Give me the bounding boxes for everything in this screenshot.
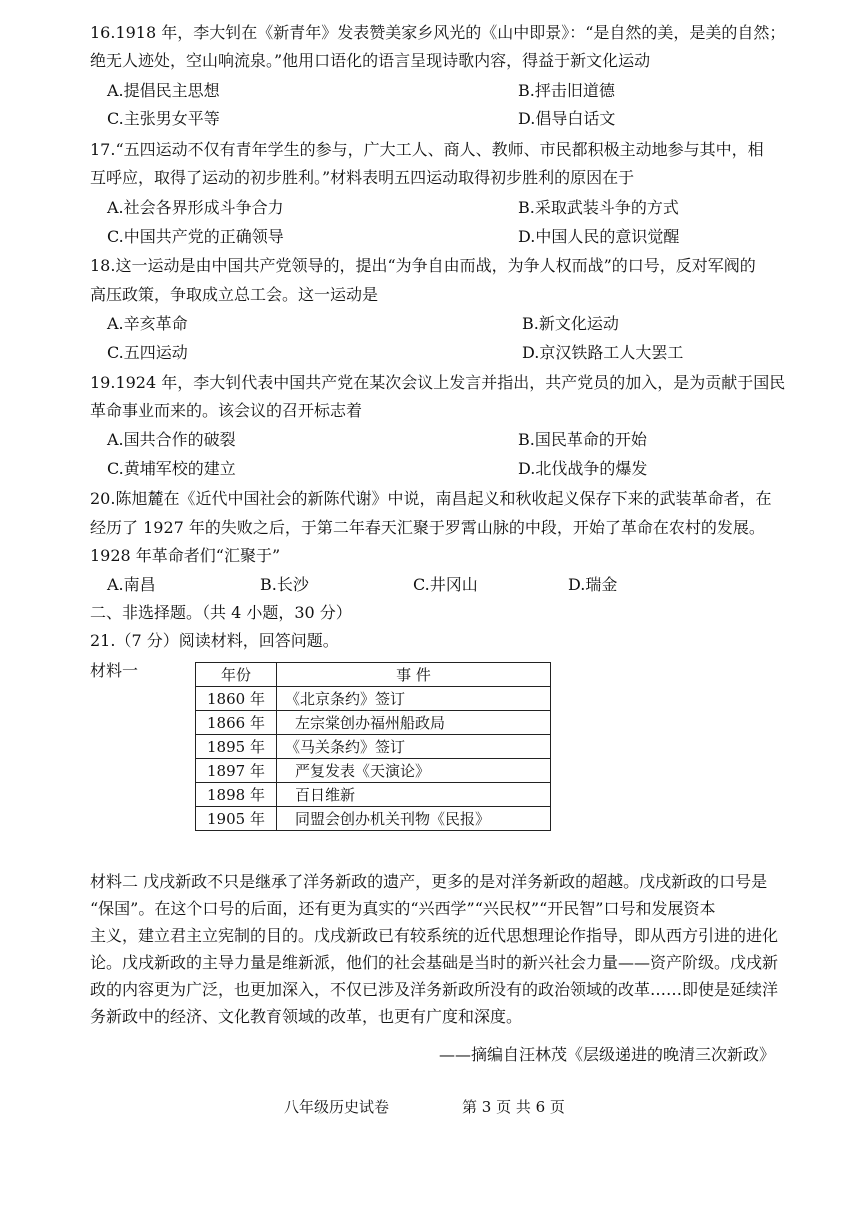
q19-option-c: C.黄埔军校的建立 xyxy=(107,459,236,478)
row-year: 1860 年 xyxy=(196,687,277,711)
q17-stem-line1: 17.“五四运动不仅有青年学生的参与，广大工人、商人、教师、市民都积极主动地参与其中，相 xyxy=(90,140,764,159)
q19-option-a: A.国共合作的破裂 xyxy=(107,430,236,449)
q16-stem-line2: 绝无人迹处，空山响流泉。”他用口语化的语言呈现诗歌内容，得益于新文化运动 xyxy=(90,51,651,70)
row-event: 严复发表《天演论》 xyxy=(277,759,551,783)
q18-option-d: D.京汉铁路工人大罢工 xyxy=(522,343,684,362)
q18-option-b: B.新文化运动 xyxy=(522,314,619,333)
q21-heading: 21.（7 分）阅读材料，回答问题。 xyxy=(90,631,339,650)
q17-option-d: D.中国人民的意识觉醒 xyxy=(518,227,680,246)
table-header-row xyxy=(196,663,551,687)
row-event: 同盟会创办机关刊物《民报》 xyxy=(277,807,551,831)
material2-line6: 务新政中的经济、文化教育领域的改革，也更有广度和深度。 xyxy=(90,1007,523,1026)
q20-option-c: C.井冈山 xyxy=(413,575,478,594)
q19-stem-line2: 革命事业而来的。该会议的召开标志着 xyxy=(90,401,363,420)
row-year: 1866 年 xyxy=(196,711,277,735)
row-event: 左宗棠创办福州船政局 xyxy=(277,711,551,735)
row-event: 百日维新 xyxy=(277,783,551,807)
q19-option-d: D.北伐战争的爆发 xyxy=(518,459,648,478)
q16-option-c: C.主张男女平等 xyxy=(107,109,220,128)
header-year: 年份 xyxy=(196,663,277,687)
q20-stem-line3: 1928 年革命者们“汇聚于” xyxy=(90,546,281,565)
material2-line1: 材料二 戊戌新政不只是继承了洋务新政的遗产，更多的是对洋务新政的超越。戊戌新政的口号是 xyxy=(90,872,768,891)
q18-option-c: C.五四运动 xyxy=(107,343,188,362)
table-row xyxy=(196,711,551,735)
header-event: 事 件 xyxy=(277,663,551,687)
events-table xyxy=(195,662,551,831)
q17-option-b: B.采取武装斗争的方式 xyxy=(518,198,679,217)
table-row xyxy=(196,735,551,759)
q20-option-d: D.瑞金 xyxy=(568,575,618,594)
q17-option-c: C.中国共产党的正确领导 xyxy=(107,227,284,246)
q20-option-a: A.南昌 xyxy=(107,575,156,594)
row-year: 1898 年 xyxy=(196,783,277,807)
q17-stem-line2: 互呼应，取得了运动的初步胜利。”材料表明五四运动取得初步胜利的原因在于 xyxy=(90,168,635,187)
q16-stem-line1: 16.1918 年，李大钊在《新青年》发表赞美家乡风光的《山中即景》：“是自然的美，是美的自然； xyxy=(90,23,786,42)
row-year: 1895 年 xyxy=(196,735,277,759)
material1-label: 材料一 xyxy=(90,661,139,680)
table-row xyxy=(196,783,551,807)
q19-stem-line1: 19.1924 年，李大钊代表中国共产党在某次会议上发言并指出，共产党员的加入，是为贡献于国民 xyxy=(90,373,786,392)
q18-option-a: A.辛亥革命 xyxy=(107,314,188,333)
material2-line4: 论。戊戌新政的主导力量是维新派，他们的社会基础是当时的新兴社会力量——资产阶级。戊戌新 xyxy=(90,953,779,972)
q16-option-b: B.抨击旧道德 xyxy=(518,81,615,100)
q17-option-a: A.社会各界形成斗争合力 xyxy=(107,198,284,217)
q16-option-a: A.提倡民主思想 xyxy=(107,81,220,100)
material2-line2: “保国”。在这个口号的后面，还有更为真实的“兴西学”“兴民权”“开民智”口号和发展资本 xyxy=(90,899,716,918)
table-row xyxy=(196,687,551,711)
material2-source: ——摘编自汪林茂《层级递进的晚清三次新政》 xyxy=(438,1045,775,1064)
row-year: 1905 年 xyxy=(196,807,277,831)
table-row xyxy=(196,807,551,831)
q19-option-b: B.国民革命的开始 xyxy=(518,430,647,449)
q20-option-b: B.长沙 xyxy=(260,575,309,594)
footer-exam-title: 八年级历史试卷 xyxy=(284,1098,390,1116)
footer-page-number: 第 3 页 共 6 页 xyxy=(462,1098,565,1116)
material2-line5: 政的内容更为广泛，也更加深入，不仅已涉及洋务新政所没有的政治领域的改革……即使是延续洋 xyxy=(90,980,779,999)
q18-stem-line1: 18.这一运动是由中国共产党领导的，提出“为争自由而战，为争人权而战”的口号，反对军阀的 xyxy=(90,256,756,275)
q18-stem-line2: 高压政策，争取成立总工会。这一运动是 xyxy=(90,285,379,304)
row-event: 《马关条约》签订 xyxy=(277,735,551,759)
row-event: 《北京条约》签订 xyxy=(277,687,551,711)
q16-option-d: D.倡导白话文 xyxy=(518,109,616,128)
material2-line3: 主义，建立君主立宪制的目的。戊戌新政已有较系统的近代思想理论作指导，即从西方引进的进化 xyxy=(90,926,779,945)
table-row xyxy=(196,759,551,783)
row-year: 1897 年 xyxy=(196,759,277,783)
q20-stem-line2: 经历了 1927 年的失败之后，于第二年春天汇聚于罗霄山脉的中段，开始了革命在农村的发展。 xyxy=(90,518,765,537)
q20-stem-line1: 20.陈旭麓在《近代中国社会的新陈代谢》中说，南昌起义和秋收起义保存下来的武装革命者，在 xyxy=(90,489,772,508)
section-heading: 二、非选择题。（共 4 小题，30 分） xyxy=(90,603,352,622)
